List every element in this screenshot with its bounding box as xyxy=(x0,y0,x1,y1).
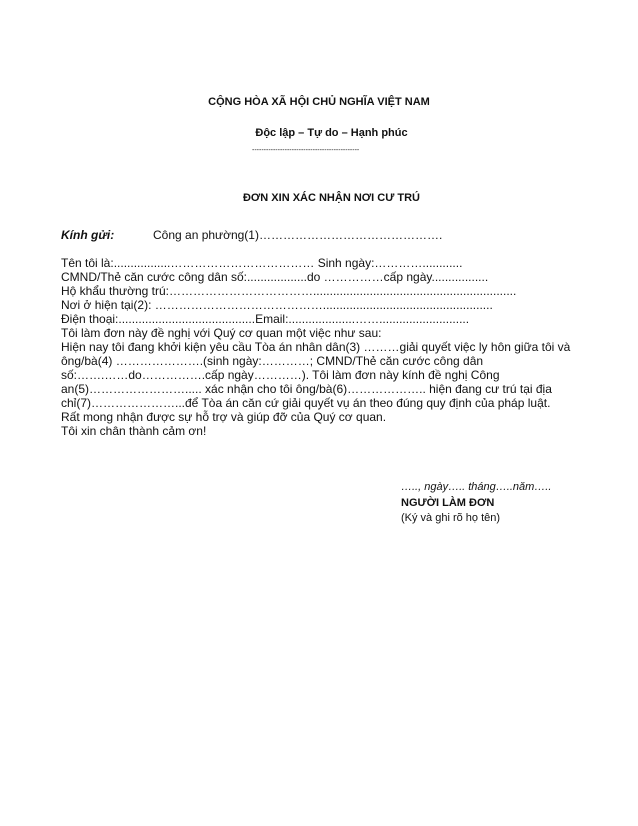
body-line-current-address: Nơi ở hiện tại(2): ……………………………………................................................... xyxy=(61,298,493,312)
body-line-address-court: chỉ(7)…………………...để Tòa án căn cứ giải quyết vụ án theo đúng quy định của pháp luật. xyxy=(61,396,551,410)
signature-signer: NGƯỜI LÀM ĐƠN xyxy=(401,497,495,509)
body-line-permanent-address: Hộ khẩu thường trú:………………………………............................................................. xyxy=(61,284,517,298)
header-divider: ---------------------------------------------- xyxy=(252,147,360,154)
body-line-support-request: Rất mong nhận được sự hỗ trợ và giúp đỡ của Quý cơ quan. xyxy=(61,410,387,424)
signature-note: (Ký và ghi rõ họ tên) xyxy=(401,512,501,524)
signature-date-line: ….., ngày….. tháng…..năm….. xyxy=(401,481,552,493)
motto-heading: Độc lập – Tự do – Hạnh phúc xyxy=(255,127,408,139)
body-line-police-confirm: an(5)……………………..... xác nhận cho tôi ông/bà(6)……………….. hiện đang cư trú tại địa xyxy=(61,382,552,396)
body-line-spouse-id: số:…….……do…………….cấp ngày…………). Tôi làm đơn này kính đề nghị Công xyxy=(61,368,500,382)
body-line-contact: Điện thoại:.........................................Email:....................……........................... xyxy=(61,312,470,326)
country-heading: CỘNG HÒA XÃ HỘI CHỦ NGHĨA VIỆT NAM xyxy=(208,96,430,108)
recipient-value: Công an phường(1)………………………………………. xyxy=(153,228,443,242)
body-line-lawsuit: Hiện nay tôi đang khởi kiện yêu cầu Tòa án nhân dân(3) ………giải quyết việc ly hôn giữa tôi và xyxy=(61,340,571,354)
body-line-thanks: Tôi xin chân thành cảm ơn! xyxy=(61,424,207,438)
body-line-id: CMND/Thẻ căn cước công dân số:..................do ……………cấp ngày................. xyxy=(61,270,489,284)
recipient-label: Kính gửi: xyxy=(61,228,115,242)
body-line-request-intro: Tôi làm đơn này đề nghị với Quý cơ quan một việc như sau: xyxy=(61,326,382,340)
body-line-spouse: ông/bà(4) ………………….(sinh ngày:…………; CMND/Thẻ căn cước công dân xyxy=(61,354,484,368)
document-title: ĐƠN XIN XÁC NHẬN NƠI CƯ TRÚ xyxy=(242,192,420,204)
body-line-name: Tên tôi là:.................……………………………… Sinh ngày:…………............ xyxy=(61,256,463,270)
